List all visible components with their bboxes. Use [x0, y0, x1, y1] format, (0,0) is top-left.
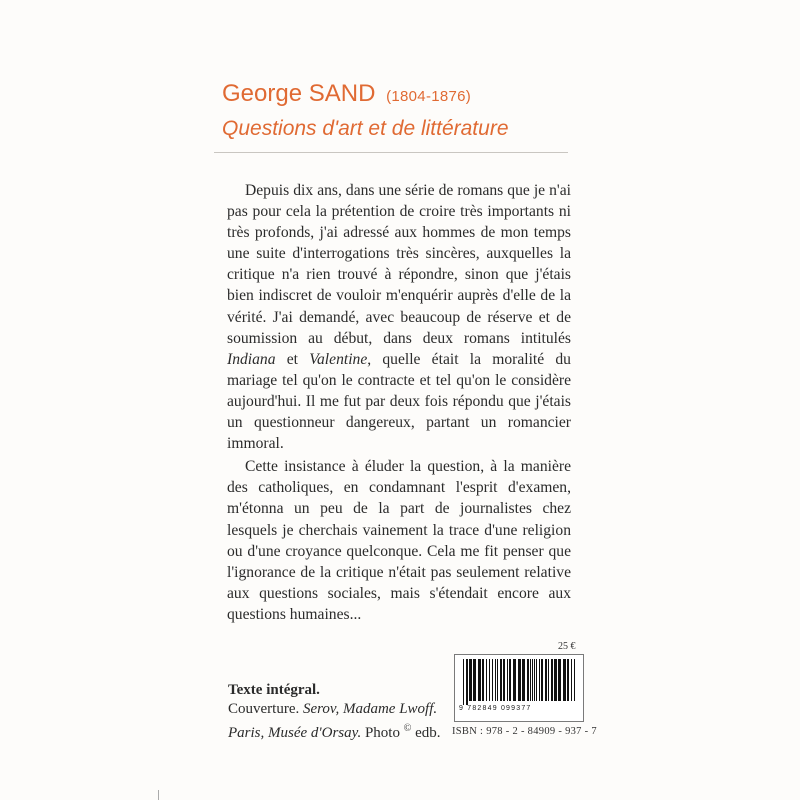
price-label: 25 €	[558, 641, 576, 652]
author-dates: (1804-1876)	[386, 88, 472, 105]
barcode-bar	[495, 659, 496, 701]
blurb-paragraph-1	[227, 180, 571, 454]
barcode-bar	[478, 659, 481, 701]
barcode-bar	[545, 659, 547, 701]
blurb-paragraph-2: Cette insistance à éluder la question, à la manière des catholiques, en condamnant l'esprit d'examen, m'étonna un peu de la part de journalistes chez lesquels je cherchais vainement la trace d'une religion ou d'une croyance quelconque. Cela me fit penser que l'ignorance de la critique n'était pas seulement relative aux questions sociales, mais s'étendait encore aux questions humaines...	[227, 458, 571, 623]
barcode-bar	[548, 659, 549, 701]
barcode-bar	[574, 659, 575, 701]
isbn: ISBN : 978 - 2 - 84909 - 937 - 7	[452, 726, 597, 737]
barcode-bar	[513, 659, 516, 701]
credits	[228, 681, 441, 743]
barcode-bar	[532, 659, 533, 701]
photo-label: Photo	[364, 725, 400, 741]
barcode-bars	[461, 659, 577, 705]
publisher: edb.	[415, 725, 441, 741]
title-indiana: Indiana	[227, 350, 276, 368]
barcode-bar	[539, 659, 540, 701]
barcode-bar	[469, 659, 472, 701]
barcode-bar	[489, 659, 490, 701]
barcode-bar	[527, 659, 529, 701]
couverture-place: Paris, Musée d'Orsay.	[228, 725, 362, 741]
copyright-symbol: ©	[403, 723, 412, 734]
barcode-bar	[571, 659, 572, 701]
barcode-bar	[482, 659, 484, 701]
barcode-bar	[503, 659, 505, 701]
texte-integral: Texte intégral.	[228, 682, 320, 698]
barcode-bar	[507, 659, 508, 701]
barcode-bar	[463, 659, 464, 705]
blurb-text	[227, 180, 571, 625]
couverture-work: Serov, Madame Lwoff.	[302, 701, 438, 717]
cover-credit-line-2	[228, 719, 441, 743]
barcode-bar	[497, 659, 498, 701]
barcode-bar	[551, 659, 553, 701]
barcode-bar	[541, 659, 543, 701]
barcode-bar	[466, 659, 468, 705]
title-valentine: Valentine	[309, 350, 368, 368]
barcode-bar	[518, 659, 521, 701]
barcode-bar	[492, 659, 493, 701]
title-divider	[214, 152, 568, 153]
barcode-bar	[530, 659, 531, 701]
crop-mark	[158, 790, 159, 800]
barcode	[454, 654, 584, 722]
barcode-digits: 9 782849 099377	[459, 705, 532, 712]
barcode-bar	[473, 659, 476, 701]
barcode-bar	[554, 659, 557, 701]
barcode-bar	[522, 659, 525, 701]
author-name: George SAND	[222, 80, 376, 107]
barcode-bar	[567, 659, 569, 701]
p1-text-end: , quelle était la moralité du mariage tel qu'on le contracte et tel qu'on le considère aujourd'hui. Il me fut par deux fois répondu que j'étais un questionneur dangereux, partant un romancier immoral.	[227, 350, 571, 453]
barcode-bar	[563, 659, 566, 701]
barcode-bar	[509, 659, 511, 701]
p1-text-start: Depuis dix ans, dans une série de romans que je n'ai pas pour cela la prétention de croire très importants ni très profonds, j'ai adressé aux hommes de mon temps une suite d'interrogations très sincères, auxquelles la critique n'a rien trouvé à répondre, sinon que j'étais bien indiscret de vouloir m'enquérir auprès d'elle de la vérité. J'ai demandé, avec beaucoup de réserve et de soumission au début, dans deux romans intitulés	[227, 182, 571, 347]
barcode-bar	[534, 659, 535, 701]
book-title: Questions d'art et de littérature	[222, 117, 509, 140]
barcode-bar	[536, 659, 537, 701]
barcode-bar	[558, 659, 561, 701]
couverture-label: Couverture.	[228, 701, 300, 717]
author-heading	[222, 80, 471, 108]
barcode-bar	[500, 659, 502, 701]
cover-credit-line-1	[228, 700, 441, 719]
word-et: et	[286, 350, 298, 368]
barcode-bar	[486, 659, 487, 701]
